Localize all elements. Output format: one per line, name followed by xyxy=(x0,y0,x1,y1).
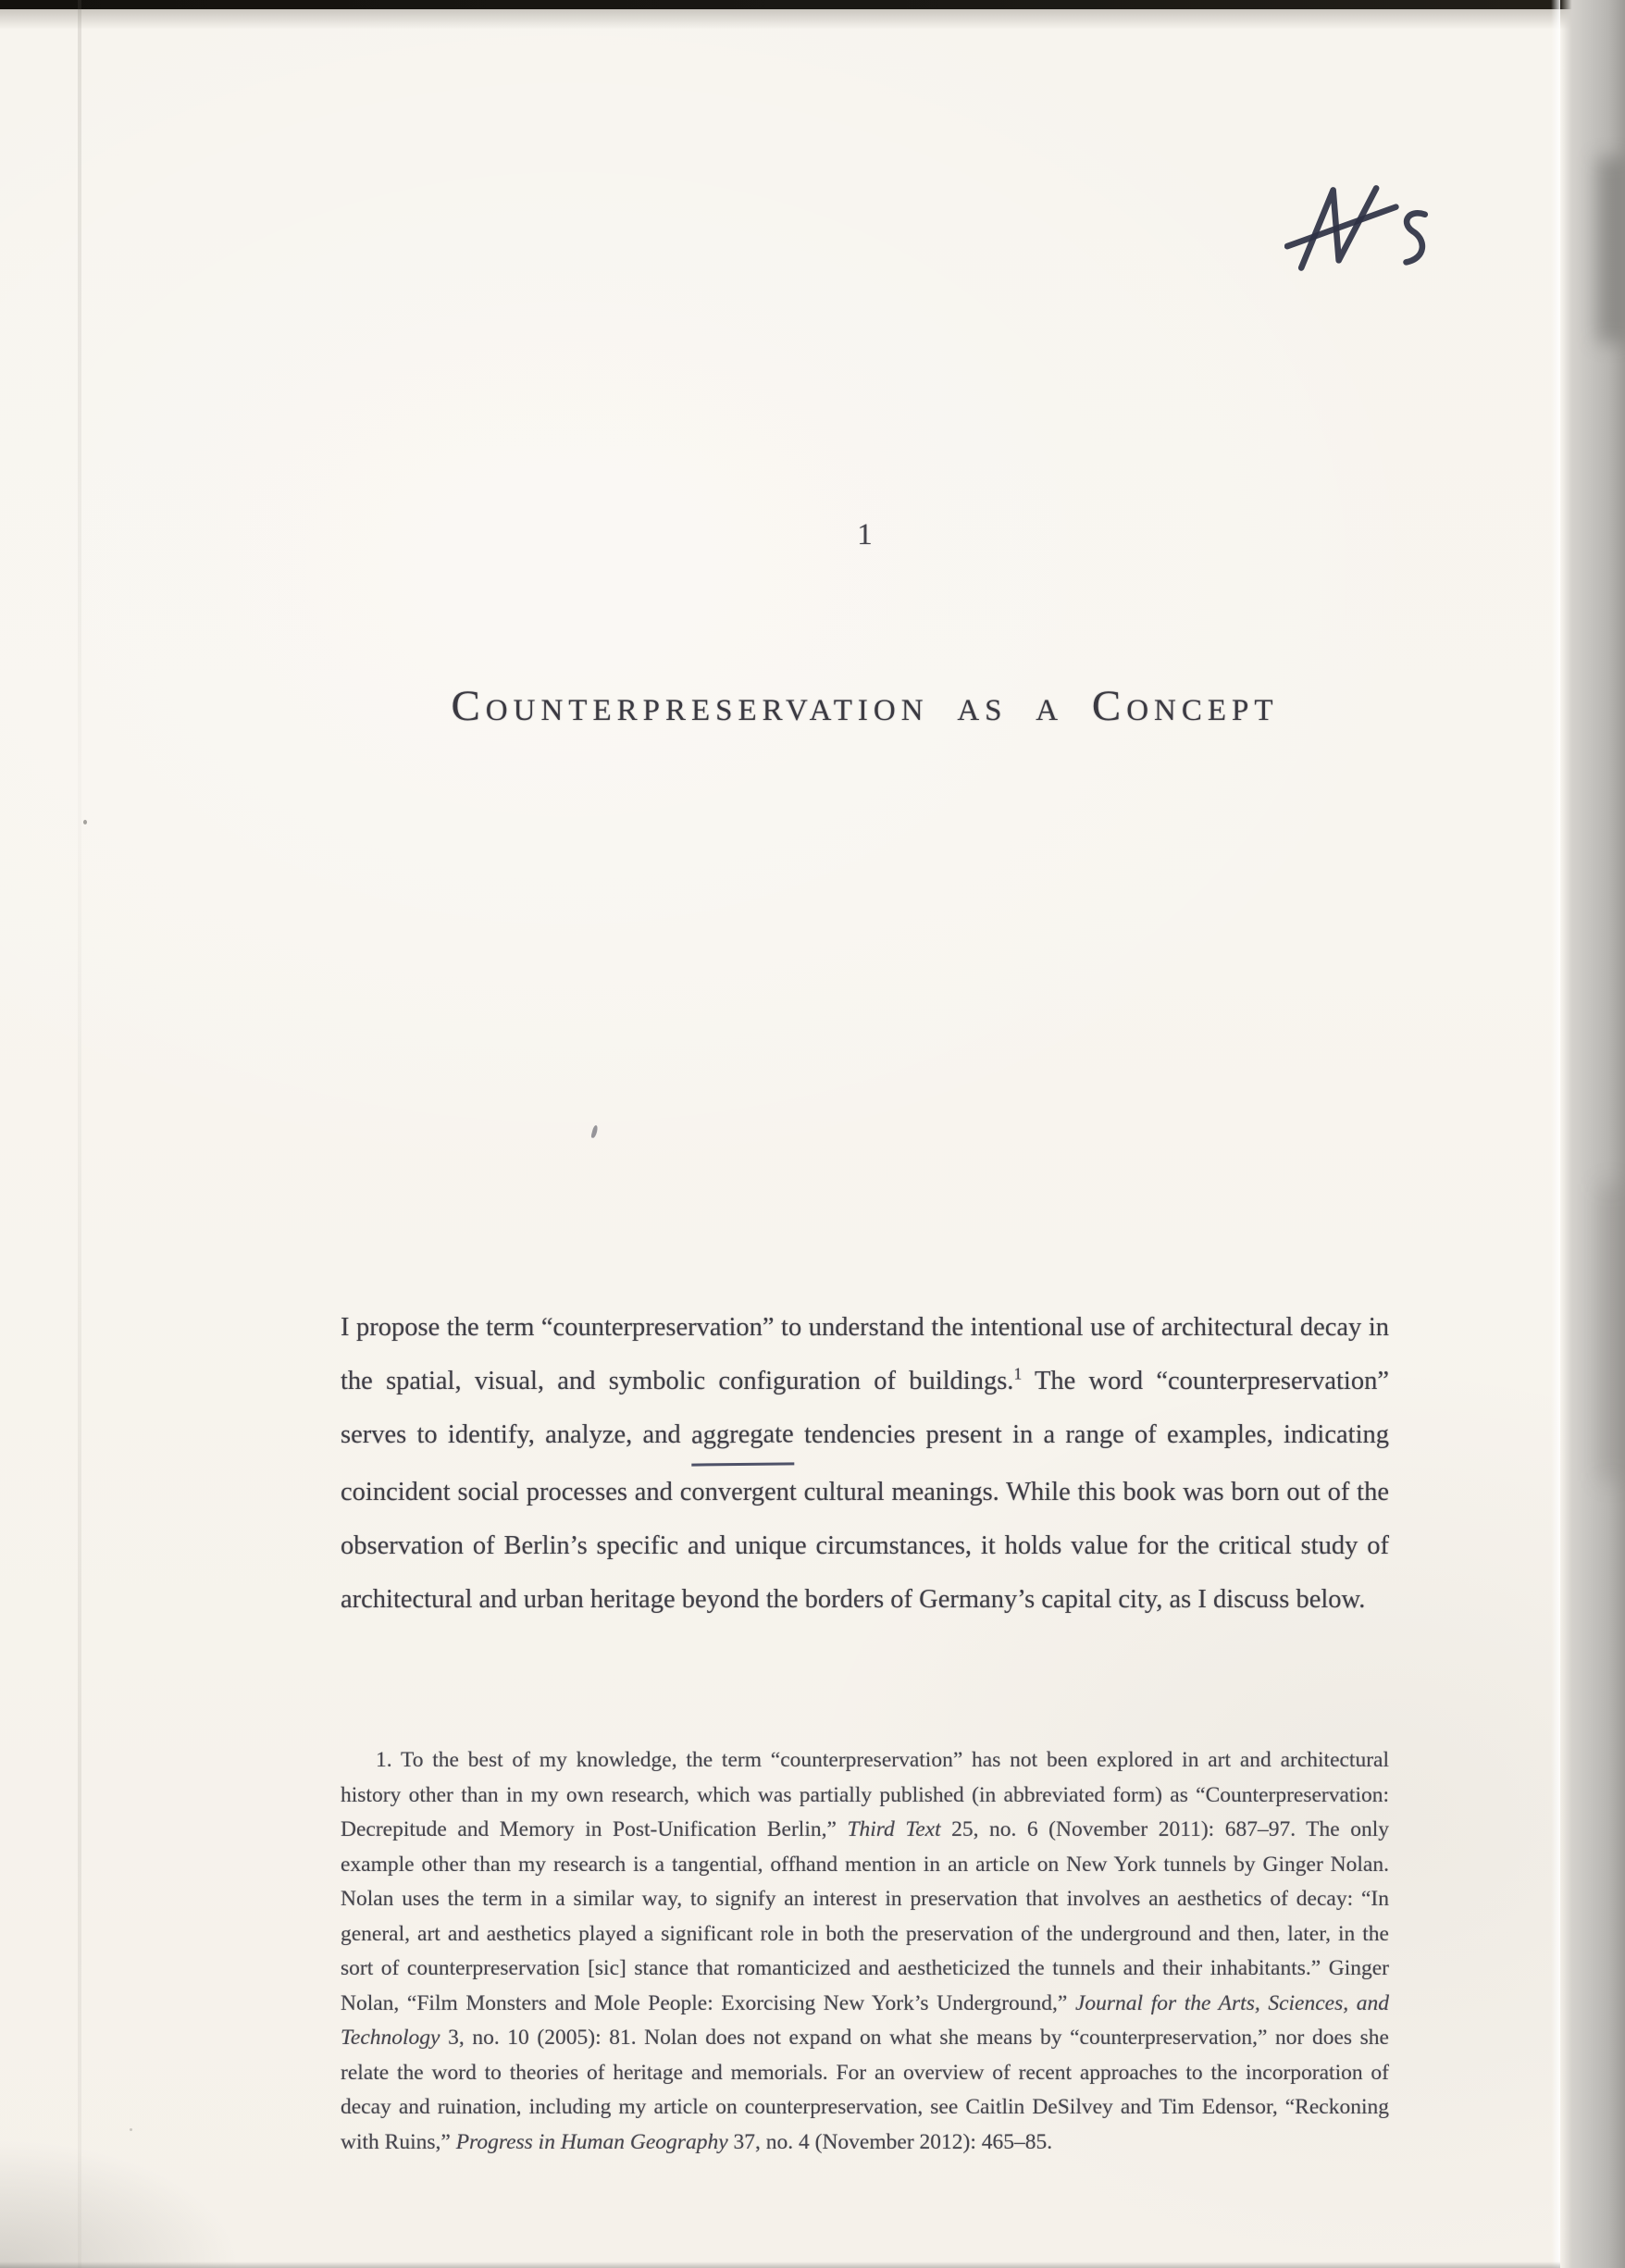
scan-speck xyxy=(83,820,87,824)
footnote-text-part2: 25, no. 6 (November 2011): 687–97. The only example other than my research is a tangential, offhand mention in an article on New York tunnels by Ginger Nolan. Nolan uses the term in a similar way, to signify an interest in preservation that involves an aesthetics of decay: “In general, art and aesthetics played a significant role in both the preservation of the underground and then, later, in the sort of counterpreservation [sic] stance that romanticized and aestheticized the tunnels and their inhabitants.” Ginger Nolan, “Film Monsters and Mole People: Exorcising New York’s Underground,” xyxy=(341,1817,1389,2015)
body-text-part3: tendencies present in a range of examples, indicating coincident social processes and convergent cultural meanings. While this book was born out of the observation of Berlin’s specific and unique circumstances, it holds value for the critical study of architectural and urban heritage beyond the borders of Germany’s capital city, as I discuss below. xyxy=(341,1420,1389,1614)
handwriting-strike-stroke xyxy=(1287,207,1396,246)
body-text-part2: The word “counterpreservation” serves to identify, analyze, and xyxy=(341,1367,1389,1449)
body-paragraph xyxy=(341,1301,1389,1627)
handwritten-ink-mark xyxy=(1284,178,1444,291)
underlined-word-aggregate: aggregate xyxy=(691,1407,794,1466)
scan-smudge-top-right xyxy=(1597,157,1625,342)
paper-crease-left xyxy=(78,0,81,2268)
handwriting-s-stroke xyxy=(1407,213,1425,262)
scan-smudge-right xyxy=(1601,1184,1621,1481)
footnote-journal-title-2: Journal for the Arts, Sciences, and Technology xyxy=(341,1990,1389,2050)
scan-edge-bottom xyxy=(0,2262,1560,2268)
footnote-text-part3: 3, no. 10 (2005): 81. Nolan does not expand on what she means by “counterpreservation,” nor does she relate the word to theories of heritage and memorials. For an overview of recent approaches to the incorporation of decay and ruination, including my article on counterpreservation, see Caitlin DeSilvey and Tim Edensor, “Reckoning with Ruins,” xyxy=(341,2026,1389,2154)
footnote-1 xyxy=(341,1743,1389,2160)
chapter-number: 1 xyxy=(857,518,873,552)
footnote-text-part4: 37, no. 4 (November 2012): 465–85. xyxy=(727,2129,1053,2154)
footnote-text-part1: 1. To the best of my knowledge, the term “counterpreservation” has not been explored in art and architectural history other than in my own research, which was partially published (in abbreviated form) as “Counterpreservation: Decrepitude and Memory in Post-Unification Berlin,” xyxy=(341,1748,1389,1841)
scan-shadow-bottom-left xyxy=(0,2138,241,2268)
footnote-journal-title-3: Progress in Human Geography xyxy=(455,2129,728,2154)
scan-shadow-top xyxy=(0,9,1625,30)
footnote-reference: 1 xyxy=(1013,1364,1023,1383)
page-edge-highlight xyxy=(1551,0,1560,2268)
chapter-title: Counterpreservation as a Concept xyxy=(451,682,1279,730)
scan-edge-top xyxy=(0,0,1625,9)
stray-pen-fleck xyxy=(590,1125,598,1139)
scan-speck xyxy=(130,2128,132,2131)
footnote-journal-title-1: Third Text xyxy=(847,1817,941,1841)
body-text-part1: I propose the term “counterpreservation” to understand the intentional use of architectural decay in the spatial, visual, and symbolic configuration of buildings. xyxy=(341,1313,1389,1395)
